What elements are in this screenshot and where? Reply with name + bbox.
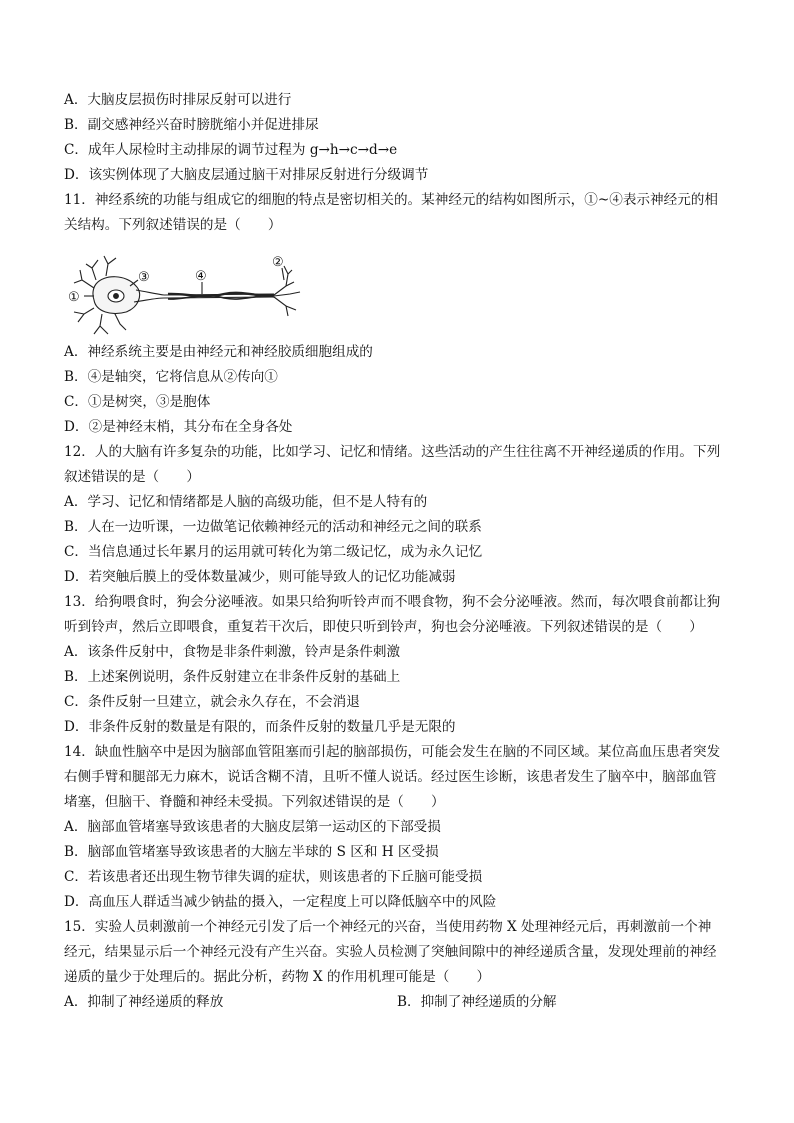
neuron-figure [64,250,304,340]
q13-option-a: A．该条件反射中，食物是非条件刺激，铃声是条件刺激 [64,644,401,660]
q11-option-c: C．①是树突，③是胞体 [64,394,211,410]
q11-option-d: D．②是神经末梢，其分布在全身各处 [64,419,293,435]
label-2: ② [272,255,284,270]
q14-stem-2: 右侧手臂和腿部无力麻木，说话含糊不清，且听不懂人说话。经过医生诊断，该患者发生了脑卒中，脑部血管 [64,769,717,785]
q14-option-d: D．高血压人群适当减少钠盐的摄入，一定程度上可以降低脑卒中的风险 [64,894,497,910]
q12-stem-1: 12．人的大脑有许多复杂的功能，比如学习、记忆和情绪。这些活动的产生往往离不开神经递质的作用。下列 [64,444,721,460]
line-prev-a: A．大脑皮层损伤时排尿反射可以进行 [64,92,292,108]
q12-option-d: D．若突触后膜上的受体数量减少，则可能导致人的记忆功能减弱 [64,569,456,585]
line-prev-b: B．副交感神经兴奋时膀胱缩小并促进排尿 [64,117,319,133]
q15-stem-3: 递质的量少于处理后的。据此分析，药物 X 的作用机理可能是（ ） [64,969,491,985]
q12-option-c: C．当信息通过长年累月的运用就可转化为第二级记忆，成为永久记忆 [64,544,483,560]
q15-stem-2: 经元，结果显示后一个神经元没有产生兴奋。实验人员检测了突触间隙中的神经递质含量，发现处理前的神经 [64,944,717,960]
label-3: ③ [138,270,150,285]
q14-option-b: B．脑部血管堵塞导致该患者的大脑左半球的 S 区和 H 区受损 [64,844,439,860]
q11-option-a: A．神经系统主要是由神经元和神经胶质细胞组成的 [64,344,373,360]
q13-option-b: B．上述案例说明，条件反射建立在非条件反射的基础上 [64,669,401,685]
q14-stem-3: 堵塞，但脑干、脊髓和神经未受损。下列叙述错误的是（ ） [64,794,445,810]
q13-option-c: C．条件反射一旦建立，就会永久存在，不会消退 [64,694,360,710]
q13-stem-2: 听到铃声，然后立即喂食，重复若干次后，即使只听到铃声，狗也会分泌唾液。下列叙述错误的是（ ） [64,619,703,635]
q14-option-a: A．脑部血管堵塞导致该患者的大脑皮层第一运动区的下部受损 [64,819,441,835]
line-prev-c: C．成年人尿检时主动排尿的调节过程为 g→h→c→d→e [64,142,398,158]
q14-option-c: C．若该患者还出现生物节律失调的症状，则该患者的下丘脑可能受损 [64,869,483,885]
q14-stem-1: 14．缺血性脑卒中是因为脑部血管阻塞而引起的脑部损伤，可能会发生在脑的不同区域。某位高血压患者突发 [64,744,721,760]
q12-option-a: A．学习、记忆和情绪都是人脑的高级功能，但不是人特有的 [64,494,428,510]
q15-option-a: A．抑制了神经递质的释放 [64,994,224,1010]
q11-stem-2: 关结构。下列叙述错误的是（ ） [64,217,282,233]
q15-stem-1: 15．实验人员刺激前一个神经元引发了后一个神经元的兴奋，当使用药物 X 处理神经元后，再刺激前一个神 [64,919,712,935]
q15-option-b: B．抑制了神经递质的分解 [397,994,557,1010]
q11-stem-1: 11．神经系统的功能与组成它的细胞的特点是密切相关的。某神经元的结构如图所示，①~④表示神经元的相 [64,192,718,208]
q12-stem-2: 叙述错误的是（ ） [64,469,200,485]
q13-stem-1: 13．给狗喂食时，狗会分泌唾液。如果只给狗听铃声而不喂食物，狗不会分泌唾液。然而，每次喂食前都让狗 [64,594,721,610]
q12-option-b: B．人在一边听课，一边做笔记依赖神经元的活动和神经元之间的联系 [64,519,482,535]
q11-option-b: B．④是轴突，它将信息从②传向① [64,369,278,385]
label-1: ① [68,290,80,305]
label-4: ④ [195,269,207,284]
line-prev-d: D．该实例体现了大脑皮层通过脑干对排尿反射进行分级调节 [64,167,429,183]
q13-option-d: D．非条件反射的数量是有限的，而条件反射的数量几乎是无限的 [64,719,456,735]
